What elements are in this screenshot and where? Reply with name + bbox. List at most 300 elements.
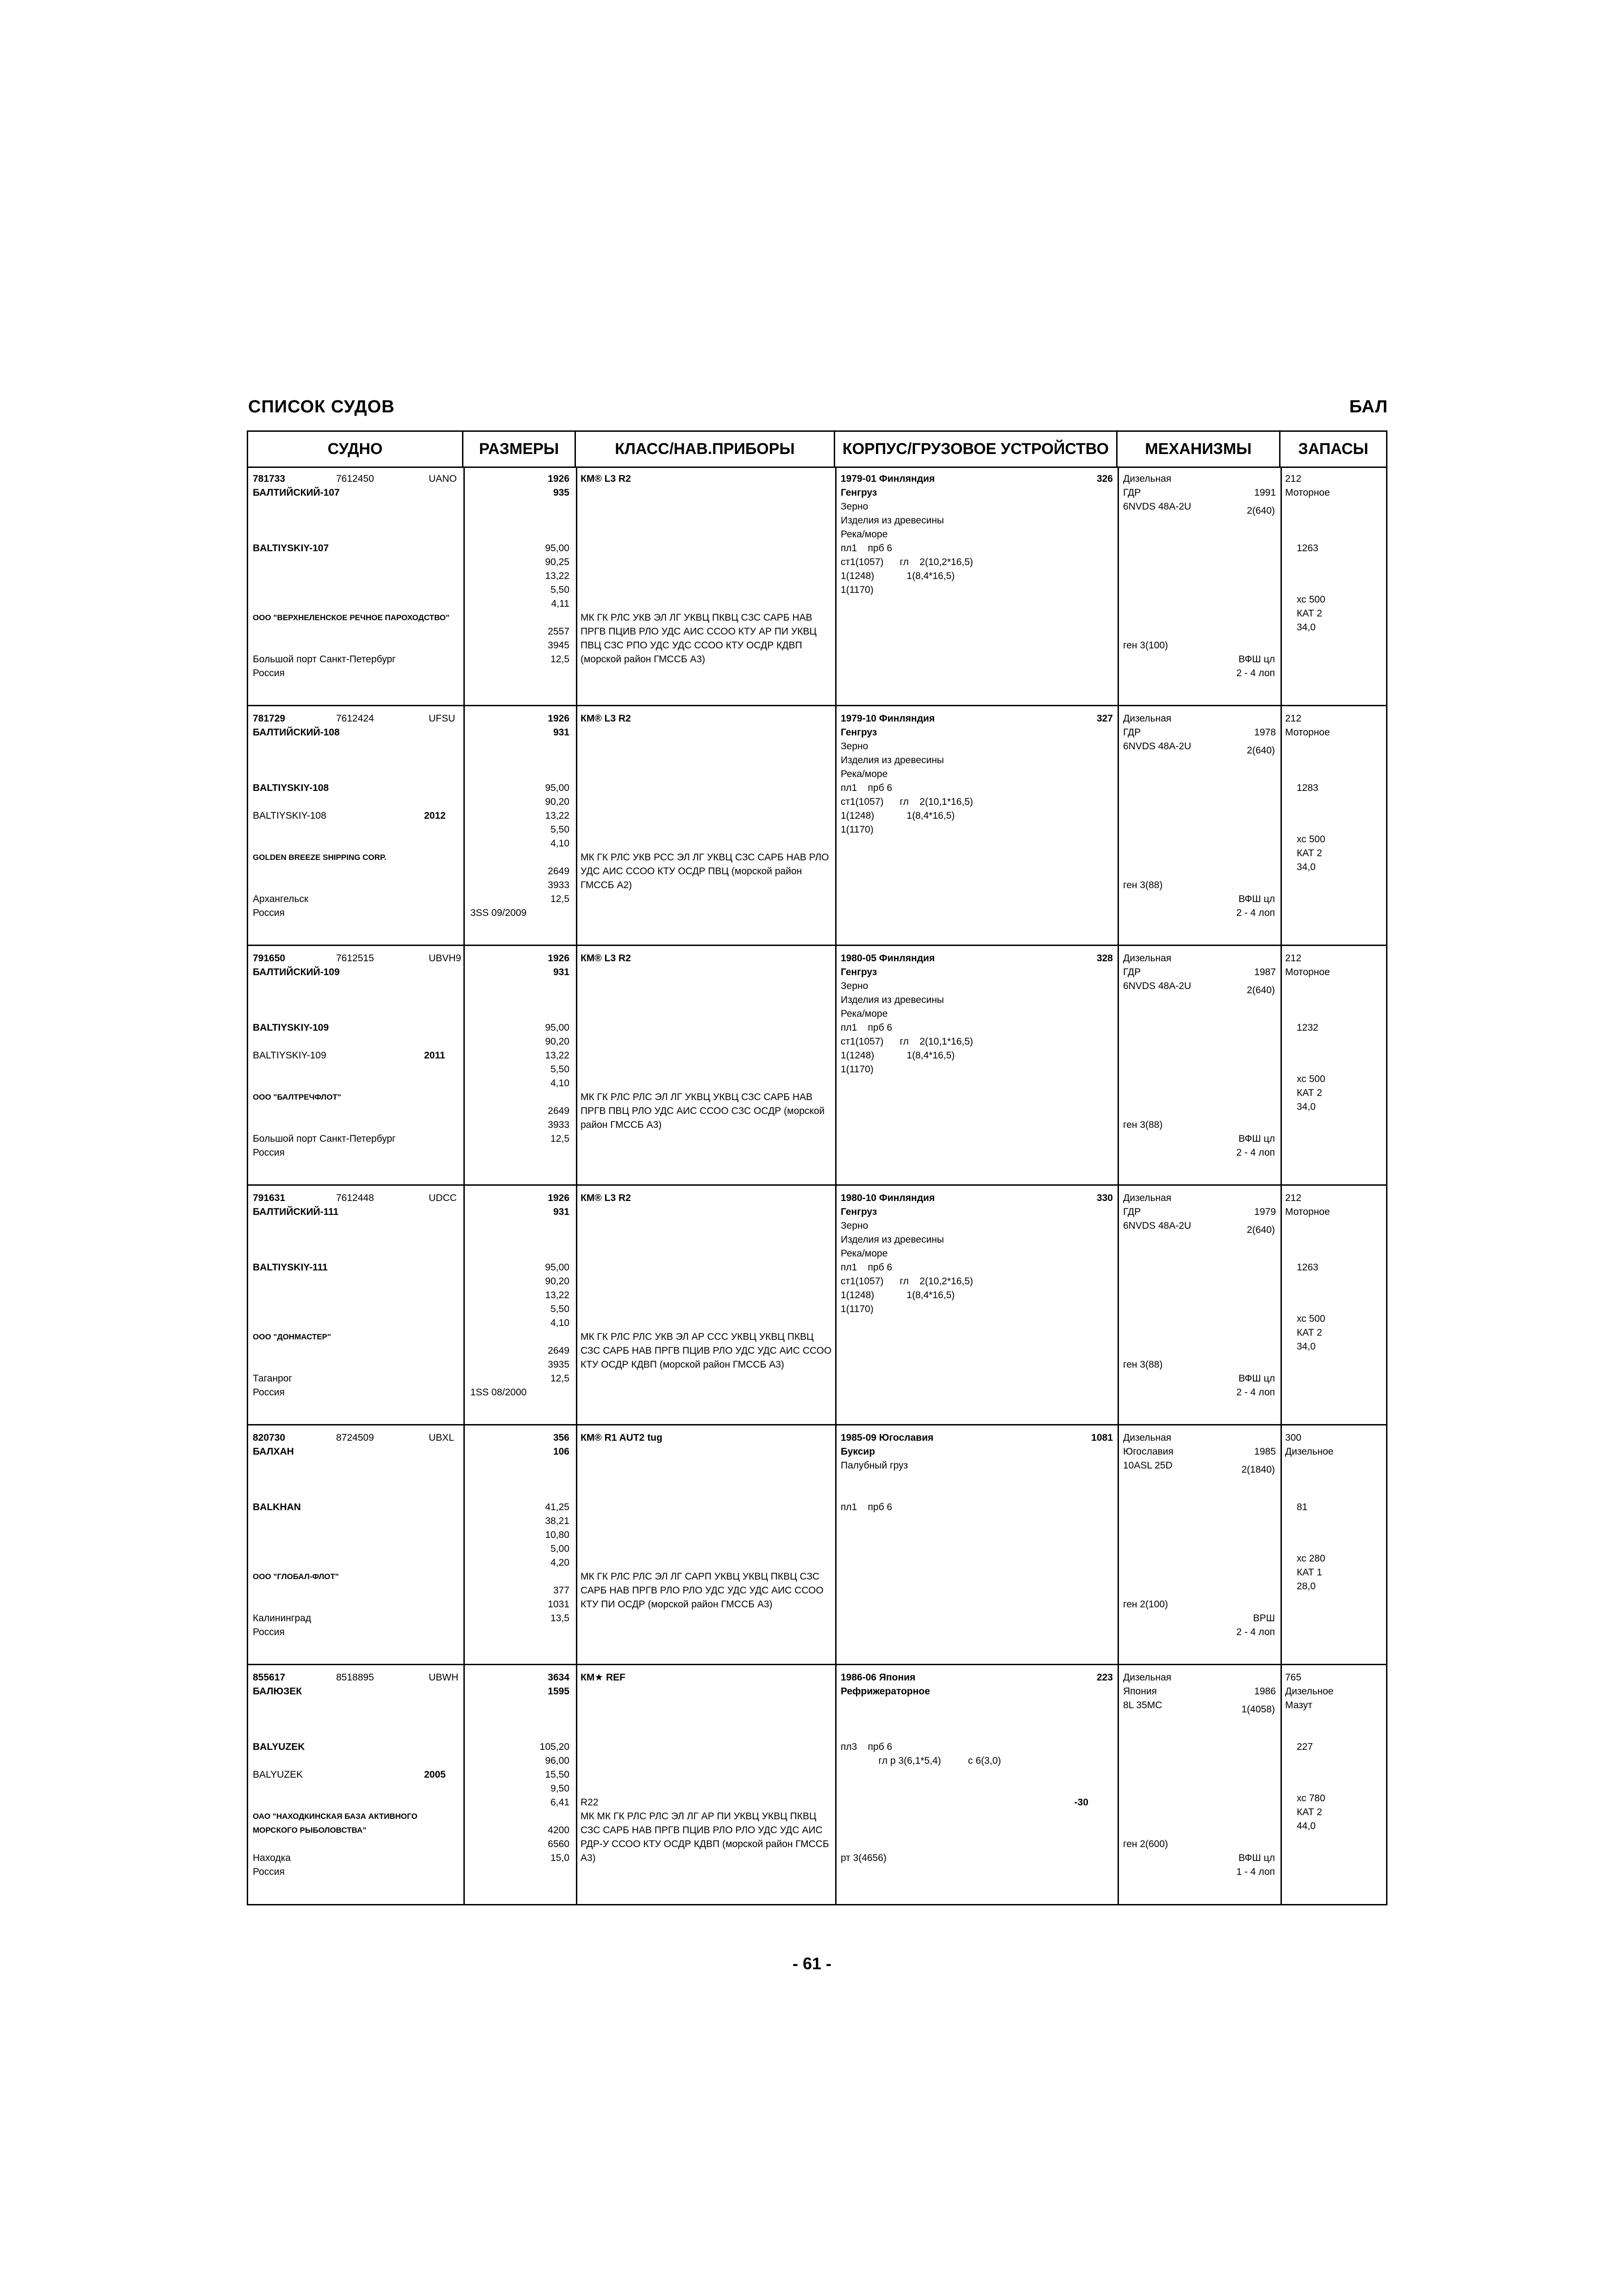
- fuel-type: Дизельное: [1285, 1446, 1334, 1457]
- engine-country: Япония: [1123, 1686, 1157, 1697]
- generators: ген 2(600): [1123, 1839, 1168, 1849]
- engine-model: 6NVDS 48A-2U: [1123, 501, 1192, 512]
- net-tonnage: 931: [553, 967, 569, 977]
- engine-power: 2(640): [1247, 745, 1275, 756]
- navigation-equipment: МК ГК РЛС РЛС ЭЛ ЛГ УКВЦ УКВЦ СЗС САРБ НАВ ПРГВ ПВЦ РЛО УДС АИС ССОО СЗС ОСДР (морской район ГМССБ А3): [581, 1092, 825, 1130]
- dimension-value: 95,00: [545, 1022, 569, 1033]
- stores-capacity: 300: [1285, 1432, 1302, 1443]
- class-notation: КМ® L3 R2: [581, 713, 631, 724]
- engine-model: 6NVDS 48A-2U: [1123, 741, 1192, 752]
- vessel-block: [248, 1186, 1386, 1425]
- vessel-type: Генгруз: [841, 1207, 877, 1217]
- imo-number: 7612515: [336, 953, 374, 964]
- hold-info: гл р 3(6,1*5,4) с 6(3,0): [841, 1755, 1001, 1766]
- flag-country: Россия: [253, 668, 285, 678]
- propeller-blades: 1 - 4 лоп: [1236, 1867, 1275, 1877]
- autonomy: хс 500: [1297, 594, 1325, 605]
- owner: ООО "БАЛТРЕЧФЛОТ": [253, 1093, 341, 1101]
- autonomy: хс 500: [1297, 834, 1325, 845]
- gross-tonnage: 1926: [548, 953, 569, 964]
- fuel-type: Моторное: [1285, 487, 1330, 498]
- propeller: ВФШ цл: [1238, 1853, 1275, 1863]
- propeller-blades: 2 - 4 лоп: [1236, 908, 1275, 918]
- imo-number: 8724509: [336, 1432, 374, 1443]
- vessel-block: [248, 1425, 1386, 1665]
- stores-value: 34,0: [1297, 1101, 1316, 1112]
- owner: GOLDEN BREEZE SHIPPING CORP.: [253, 853, 387, 862]
- propeller-blades: 2 - 4 лоп: [1236, 1627, 1275, 1637]
- imo-number: 7612424: [336, 713, 374, 724]
- dimension-value: 5,50: [550, 824, 569, 835]
- flag-country: Россия: [253, 1627, 285, 1637]
- generators: ген 3(88): [1123, 1359, 1163, 1370]
- hold-info: ст1(1057) гл 2(10,2*16,5): [841, 557, 973, 567]
- column-divider: [1280, 1425, 1282, 1664]
- registry-number: 855617: [253, 1672, 286, 1683]
- vessel-type: Генгруз: [841, 967, 877, 977]
- engine-year: 1985: [1254, 1446, 1276, 1457]
- flag-country: Россия: [253, 1147, 285, 1158]
- column-divider: [1118, 467, 1119, 705]
- hold-info: ст1(1057) гл 2(10,1*16,5): [841, 1036, 973, 1047]
- column-divider: [463, 1665, 465, 1905]
- autonomy: хс 280: [1297, 1553, 1325, 1564]
- deadweight-value: 13,5: [550, 1613, 569, 1624]
- yard-number: 328: [1096, 953, 1113, 964]
- hull-note: -30: [1074, 1797, 1088, 1808]
- engine-year: 1986: [1254, 1686, 1276, 1697]
- dimension-value: 15,50: [545, 1769, 569, 1780]
- stores-capacity: 765: [1285, 1672, 1302, 1683]
- page-header-section: БАЛ: [1349, 397, 1388, 417]
- hold-info: пл1 прб 6: [841, 1262, 893, 1273]
- deadweight-value: 12,5: [550, 1133, 569, 1144]
- yard-number: 330: [1096, 1193, 1113, 1203]
- engine-country: ГДР: [1123, 487, 1141, 498]
- home-port: Таганрог: [253, 1373, 293, 1384]
- autonomy: хс 500: [1297, 1074, 1325, 1084]
- column-divider: [835, 1425, 837, 1664]
- cargo-type: Зерно: [841, 741, 868, 752]
- navigation-equipment: МК ГК РЛС РЛС УКВ ЭЛ АР ССС УКВЦ УКВЦ ПКВЦ СЗС САРБ НАВ ПРГВ ПЦИВ РЛО УДС УДС АИС ССОО КТУ ОСДР КДВП (морской район ГМССБ А3): [581, 1332, 832, 1370]
- previous-name: BALTIYSKIY-109: [253, 1050, 326, 1061]
- hold-info: 1(1248) 1(8,4*16,5): [841, 571, 955, 581]
- hold-info: пл3 прб 6: [841, 1742, 893, 1752]
- yard-number: 327: [1096, 713, 1113, 724]
- stores-value: 34,0: [1297, 862, 1316, 872]
- fuel-quantity: 1283: [1297, 783, 1318, 793]
- dimension-value: 5,50: [550, 585, 569, 595]
- hold-info: пл1 прб 6: [841, 543, 893, 554]
- engine-model: 8L 35MC: [1123, 1700, 1162, 1711]
- engine-country: ГДР: [1123, 1207, 1141, 1217]
- vessel-block: [248, 946, 1386, 1186]
- cargo-type: Река/море: [841, 769, 888, 779]
- fuel-type: Моторное: [1285, 967, 1330, 977]
- fuel-type: Моторное: [1285, 1207, 1330, 1217]
- category: КАТ 2: [1297, 608, 1322, 619]
- fuel-type-secondary: Мазут: [1285, 1700, 1312, 1711]
- stores-value: 34,0: [1297, 622, 1316, 633]
- owner: ООО "ГЛОБАЛ-ФЛОТ": [253, 1572, 339, 1581]
- generators: ген 3(100): [1123, 640, 1168, 651]
- vessel-type: Рефрижераторное: [841, 1686, 930, 1697]
- cargo-type: Река/море: [841, 529, 888, 540]
- vessel-name-latin: BALTIYSKIY-107: [253, 543, 329, 554]
- deadweight-value: 12,5: [550, 1373, 569, 1384]
- category: КАТ 2: [1297, 1088, 1322, 1098]
- deadweight-value: 12,5: [550, 654, 569, 665]
- vessel-table: [247, 430, 1387, 1905]
- fuel-quantity: 1263: [1297, 1262, 1318, 1273]
- stores-value: 44,0: [1297, 1821, 1316, 1831]
- engine-type: Дизельная: [1123, 713, 1172, 724]
- cargo-type: Изделия из древесины: [841, 515, 944, 526]
- cargo-type: Река/море: [841, 1008, 888, 1019]
- engine-type: Дизельная: [1123, 1432, 1172, 1443]
- propeller: ВФШ цл: [1238, 894, 1275, 904]
- build-date-country: 1980-05 Финляндия: [841, 953, 935, 964]
- engine-model: 10ASL 25D: [1123, 1460, 1173, 1471]
- registry-number: 791650: [253, 953, 286, 964]
- propeller-blades: 2 - 4 лоп: [1236, 1387, 1275, 1398]
- deadweight-value: 3933: [548, 880, 569, 890]
- propeller-blades: 2 - 4 лоп: [1236, 1147, 1275, 1158]
- column-divider: [463, 706, 465, 945]
- column-divider: [1280, 1665, 1282, 1905]
- column-header-dimensions: РАЗМЕРЫ: [463, 432, 576, 467]
- column-divider: [835, 706, 837, 945]
- build-date-country: 1985-09 Югославия: [841, 1432, 934, 1443]
- hold-info: 1(1170): [841, 824, 874, 835]
- vessel-name-ru: БАЛЮЗЕК: [253, 1686, 302, 1697]
- category: КАТ 1: [1297, 1567, 1322, 1578]
- registry-number: 820730: [253, 1432, 286, 1443]
- cargo-type: Зерно: [841, 1220, 868, 1231]
- engine-power: 2(640): [1247, 505, 1275, 516]
- vessel-block: [248, 706, 1386, 946]
- hold-info: 1(1170): [841, 585, 874, 595]
- vessel-block: [248, 1665, 1386, 1905]
- stores-capacity: 212: [1285, 473, 1302, 484]
- deadweight-value: 1031: [548, 1599, 569, 1610]
- column-divider: [576, 467, 577, 705]
- vessel-block: [248, 467, 1386, 706]
- dimension-value: 90,20: [545, 796, 569, 807]
- dimension-value: 90,25: [545, 557, 569, 567]
- stores-capacity: 212: [1285, 953, 1302, 964]
- vessel-name-ru: БАЛХАН: [253, 1446, 294, 1457]
- fuel-type: Моторное: [1285, 727, 1330, 738]
- vessel-name-latin: BALTIYSKIY-111: [253, 1262, 328, 1273]
- column-divider: [835, 1186, 837, 1424]
- dimension-value: 4,10: [550, 1078, 569, 1089]
- gross-tonnage: 3634: [548, 1672, 569, 1683]
- dimension-value: 95,00: [545, 1262, 569, 1273]
- column-divider: [1280, 706, 1282, 945]
- dimension-value: 90,20: [545, 1276, 569, 1287]
- engine-power: 1(4058): [1241, 1704, 1275, 1715]
- column-divider: [576, 1186, 577, 1424]
- engine-year: 1987: [1254, 967, 1276, 977]
- dimension-value: 96,00: [545, 1755, 569, 1766]
- dimension-value: 13,22: [545, 1290, 569, 1300]
- engine-country: Югославия: [1123, 1446, 1174, 1457]
- class-notation: КМ® L3 R2: [581, 473, 631, 484]
- class-notation: КМ® L3 R2: [581, 1193, 631, 1203]
- vessel-type: Генгруз: [841, 487, 877, 498]
- column-divider: [1280, 946, 1282, 1184]
- vessel-type: Генгруз: [841, 727, 877, 738]
- propeller: ВФШ цл: [1238, 1373, 1275, 1384]
- engine-model: 6NVDS 48A-2U: [1123, 1220, 1192, 1231]
- category: КАТ 2: [1297, 1327, 1322, 1338]
- gross-tonnage: 1926: [548, 473, 569, 484]
- vessel-type: Буксир: [841, 1446, 875, 1457]
- category: КАТ 2: [1297, 1807, 1322, 1817]
- navigation-equipment: МК ГК РЛС УКВ РСС ЭЛ ЛГ УКВЦ СЗС САРБ НАВ РЛО УДС АИС ССОО КТУ ОСДР ПВЦ (морской район ГМССБ А2): [581, 852, 829, 890]
- previous-name-year: 2012: [424, 810, 446, 821]
- propeller: ВРШ: [1253, 1613, 1275, 1624]
- imo-number: 8518895: [336, 1672, 374, 1683]
- deadweight-value: 2649: [548, 1345, 569, 1356]
- owner: ООО "ВЕРХНЕЛЕНСКОЕ РЕЧНОЕ ПАРОХОДСТВО": [253, 613, 450, 622]
- column-header-row: [248, 432, 1386, 468]
- flag-country: Россия: [253, 1867, 285, 1877]
- owner: ООО "ДОНМАСТЕР": [253, 1332, 331, 1341]
- yard-number: 1081: [1091, 1432, 1113, 1443]
- hold-info: 1(1170): [841, 1064, 874, 1075]
- column-header-class: КЛАСС/НАВ.ПРИБОРЫ: [576, 432, 835, 467]
- generators: ген 2(100): [1123, 1599, 1168, 1610]
- hold-info: ст1(1057) гл 2(10,1*16,5): [841, 796, 973, 807]
- fuel-quantity: 1232: [1297, 1022, 1318, 1033]
- hold-info: пл1 прб 6: [841, 1022, 893, 1033]
- net-tonnage: 1595: [548, 1686, 569, 1697]
- column-divider: [576, 706, 577, 945]
- hold-info: пл1 прб 6: [841, 1502, 893, 1512]
- build-date-country: 1980-10 Финляндия: [841, 1193, 935, 1203]
- column-divider: [835, 467, 837, 705]
- column-header-vessel: СУДНО: [248, 432, 463, 467]
- deadweight-value: 3933: [548, 1120, 569, 1130]
- gross-tonnage: 356: [553, 1432, 569, 1443]
- class-notation: КМ® R1 AUT2 tug: [581, 1432, 662, 1443]
- column-divider: [835, 1665, 837, 1905]
- dimension-value: 105,20: [539, 1742, 569, 1752]
- call-sign: UDCC: [429, 1193, 457, 1203]
- hold-info: 1(1248) 1(8,4*16,5): [841, 1050, 955, 1061]
- engine-power: 2(640): [1247, 985, 1275, 996]
- engine-type: Дизельная: [1123, 473, 1172, 484]
- dimension-value: 4,11: [551, 598, 569, 609]
- hold-info: пл1 прб 6: [841, 783, 893, 793]
- engine-year: 1978: [1254, 727, 1276, 738]
- engine-type: Дизельная: [1123, 1672, 1172, 1683]
- column-divider: [1280, 1186, 1282, 1424]
- yard-number: 223: [1096, 1672, 1113, 1683]
- vessel-name-latin: BALTIYSKIY-109: [253, 1022, 329, 1033]
- engine-type: Дизельная: [1123, 953, 1172, 964]
- vessel-name-ru: БАЛТИЙСКИЙ-111: [253, 1207, 339, 1217]
- call-sign: UFSU: [429, 713, 456, 724]
- cargo-type: Зерно: [841, 981, 868, 991]
- build-date-country: 1986-06 Япония: [841, 1672, 916, 1683]
- engine-power: 2(1840): [1241, 1464, 1275, 1475]
- column-divider: [463, 946, 465, 1184]
- call-sign: UBWH: [429, 1672, 459, 1683]
- dimension-value: 5,50: [550, 1064, 569, 1075]
- vessel-name-latin: BALKHAN: [253, 1502, 301, 1512]
- category: КАТ 2: [1297, 848, 1322, 859]
- column-divider: [835, 946, 837, 1184]
- hold-info: 1(1170): [841, 1304, 874, 1314]
- build-date-country: 1979-10 Финляндия: [841, 713, 935, 724]
- deadweight-value: 6560: [548, 1839, 569, 1849]
- dimension-value: 6,41: [550, 1797, 569, 1808]
- registry-number: 781733: [253, 473, 286, 484]
- home-port: Находка: [253, 1853, 291, 1863]
- page-number: - 61 -: [792, 1954, 832, 1973]
- previous-name: BALYUZEK: [253, 1769, 303, 1780]
- propeller-blades: 2 - 4 лоп: [1236, 668, 1275, 678]
- column-divider: [463, 467, 465, 705]
- net-tonnage: 106: [553, 1446, 569, 1457]
- class-notation: КМ® L3 R2: [581, 953, 631, 964]
- hold-info: 1(1248) 1(8,4*16,5): [841, 1290, 955, 1300]
- gross-tonnage: 1926: [548, 1193, 569, 1203]
- deadweight-value: 377: [553, 1585, 569, 1596]
- call-sign: UBVH9: [429, 953, 462, 964]
- engine-country: ГДР: [1123, 967, 1141, 977]
- navigation-equipment: МК ГК РЛС УКВ ЭЛ ЛГ УКВЦ ПКВЦ СЗС САРБ НАВ ПРГВ ПЦИВ РЛО УДС АИС ССОО КТУ АР ПИ УКВЦ ПВЦ СЗС РПО УДС УДС ССОО КТУ ОСДР КДВП (морской район ГМССБ А3): [581, 612, 817, 665]
- hold-info: 1(1248) 1(8,4*16,5): [841, 810, 955, 821]
- dimension-value: 5,50: [550, 1304, 569, 1314]
- home-port: Большой порт Санкт-Петербург: [253, 1133, 396, 1144]
- deadweight-value: 15,0: [550, 1853, 569, 1863]
- dimension-value: 13,22: [545, 571, 569, 581]
- vessel-name-ru: БАЛТИЙСКИЙ-109: [253, 967, 340, 977]
- column-header-machinery: МЕХАНИЗМЫ: [1118, 432, 1280, 467]
- vessel-name-latin: BALYUZEK: [253, 1742, 305, 1752]
- dimension-value: 95,00: [545, 783, 569, 793]
- call-sign: UANO: [429, 473, 457, 484]
- home-port: Архангельск: [253, 894, 309, 904]
- generators: ген 3(88): [1123, 1120, 1163, 1130]
- class-notation: КМ★ REF: [581, 1672, 625, 1683]
- net-tonnage: 935: [553, 487, 569, 498]
- vessel-name-ru: БАЛТИЙСКИЙ-107: [253, 487, 340, 498]
- imo-number: 7612450: [336, 473, 374, 484]
- previous-name: BALTIYSKIY-108: [253, 810, 326, 821]
- yard-number: 326: [1096, 473, 1113, 484]
- dimension-value: 4,10: [550, 1318, 569, 1328]
- registry-number: 781729: [253, 713, 286, 724]
- dimension-value: 10,80: [545, 1530, 569, 1540]
- cargo-type: Изделия из древесины: [841, 995, 944, 1005]
- fuel-quantity: 227: [1297, 1742, 1313, 1752]
- call-sign: UBXL: [429, 1432, 454, 1443]
- vessel-name-latin: BALTIYSKIY-108: [253, 783, 329, 793]
- deadweight-value: 12,5: [550, 894, 569, 904]
- dimension-value: 5,00: [550, 1543, 569, 1554]
- dimension-value: 4,20: [550, 1557, 569, 1568]
- navigation-equipment: МК МК ГК РЛС РЛС ЭЛ ЛГ АР ПИ УКВЦ УКВЦ ПКВЦ СЗС САРБ НАВ ПРГВ ПЦИВ РЛО РЛО УДС УДС АИС РДР-У ССОО КТУ ОСДР КДВП (морской район ГМССБ А3): [581, 1811, 829, 1863]
- deadweight-value: 3935: [548, 1359, 569, 1370]
- cargo-type: Зерно: [841, 501, 868, 512]
- flag-country: Россия: [253, 908, 285, 918]
- engine-year: 1979: [1254, 1207, 1276, 1217]
- engine-type: Дизельная: [1123, 1193, 1172, 1203]
- propeller: ВФШ цл: [1238, 1133, 1275, 1144]
- generators: ген 3(88): [1123, 880, 1163, 890]
- net-tonnage: 931: [553, 1207, 569, 1217]
- build-date-country: 1979-01 Финляндия: [841, 473, 935, 484]
- column-divider: [1118, 946, 1119, 1184]
- stores-value: 28,0: [1297, 1581, 1316, 1592]
- previous-name-year: 2011: [424, 1050, 445, 1061]
- column-divider: [463, 1425, 465, 1664]
- stores-capacity: 212: [1285, 1193, 1302, 1203]
- column-divider: [1280, 467, 1282, 705]
- dimension-value: 13,22: [545, 810, 569, 821]
- cargo-type: Река/море: [841, 1248, 888, 1259]
- deadweight-value: 3945: [548, 640, 569, 651]
- navigation-equipment: МК ГК РЛС РЛС ЭЛ ЛГ САРП УКВЦ УКВЦ ПКВЦ СЗС САРБ НАВ ПРГВ РЛО РЛО УДС УДС УДС АИС ССОО КТУ ПИ ОСДР (морской район ГМССБ А3): [581, 1571, 824, 1610]
- stores-value: 34,0: [1297, 1341, 1316, 1352]
- hull-extra: рт 3(4656): [841, 1853, 887, 1863]
- dimension-value: 9,50: [550, 1783, 569, 1794]
- engine-year: 1991: [1254, 487, 1276, 498]
- previous-name-year: 2005: [424, 1769, 446, 1780]
- owner: ОАО "НАХОДКИНСКАЯ БАЗА АКТИВНОГО МОРСКОГО РЫБОЛОВСТВА": [253, 1812, 418, 1835]
- dimension-value: 38,21: [545, 1516, 569, 1526]
- column-divider: [1118, 1425, 1119, 1664]
- dimension-value: 4,10: [550, 838, 569, 849]
- column-divider: [576, 946, 577, 1184]
- dimension-value: 95,00: [545, 543, 569, 554]
- cargo-type: Палубный груз: [841, 1460, 908, 1471]
- cargo-type: Изделия из древесины: [841, 755, 944, 765]
- dimension-value: 90,20: [545, 1036, 569, 1047]
- engine-model: 6NVDS 48A-2U: [1123, 981, 1192, 991]
- fuel-quantity: 1263: [1297, 543, 1318, 554]
- imo-number: 7612448: [336, 1193, 374, 1203]
- class-extra: R22: [581, 1797, 599, 1808]
- registry-number: 791631: [253, 1193, 286, 1203]
- autonomy: хс 780: [1297, 1793, 1325, 1804]
- column-divider: [1118, 1665, 1119, 1905]
- cargo-type: Изделия из древесины: [841, 1234, 944, 1245]
- column-header-stores: ЗАПАСЫ: [1298, 440, 1368, 458]
- engine-country: ГДР: [1123, 727, 1141, 738]
- page-header-title: СПИСОК СУДОВ: [248, 397, 395, 417]
- home-port: Калининград: [253, 1613, 312, 1624]
- fuel-type: Дизельное: [1285, 1686, 1334, 1697]
- home-port: Большой порт Санкт-Петербург: [253, 654, 396, 665]
- propeller: ВФШ цл: [1238, 654, 1275, 665]
- flag-country: Россия: [253, 1387, 285, 1398]
- deadweight-value: 4200: [548, 1825, 569, 1836]
- deadweight-value: 2649: [548, 1106, 569, 1116]
- gross-tonnage: 1926: [548, 713, 569, 724]
- deadweight-value: 2557: [548, 626, 569, 637]
- fuel-quantity: 81: [1297, 1502, 1308, 1512]
- column-divider: [576, 1425, 577, 1664]
- survey-status: 1SS 08/2000: [470, 1387, 527, 1398]
- column-divider: [1118, 1186, 1119, 1424]
- stores-capacity: 212: [1285, 713, 1302, 724]
